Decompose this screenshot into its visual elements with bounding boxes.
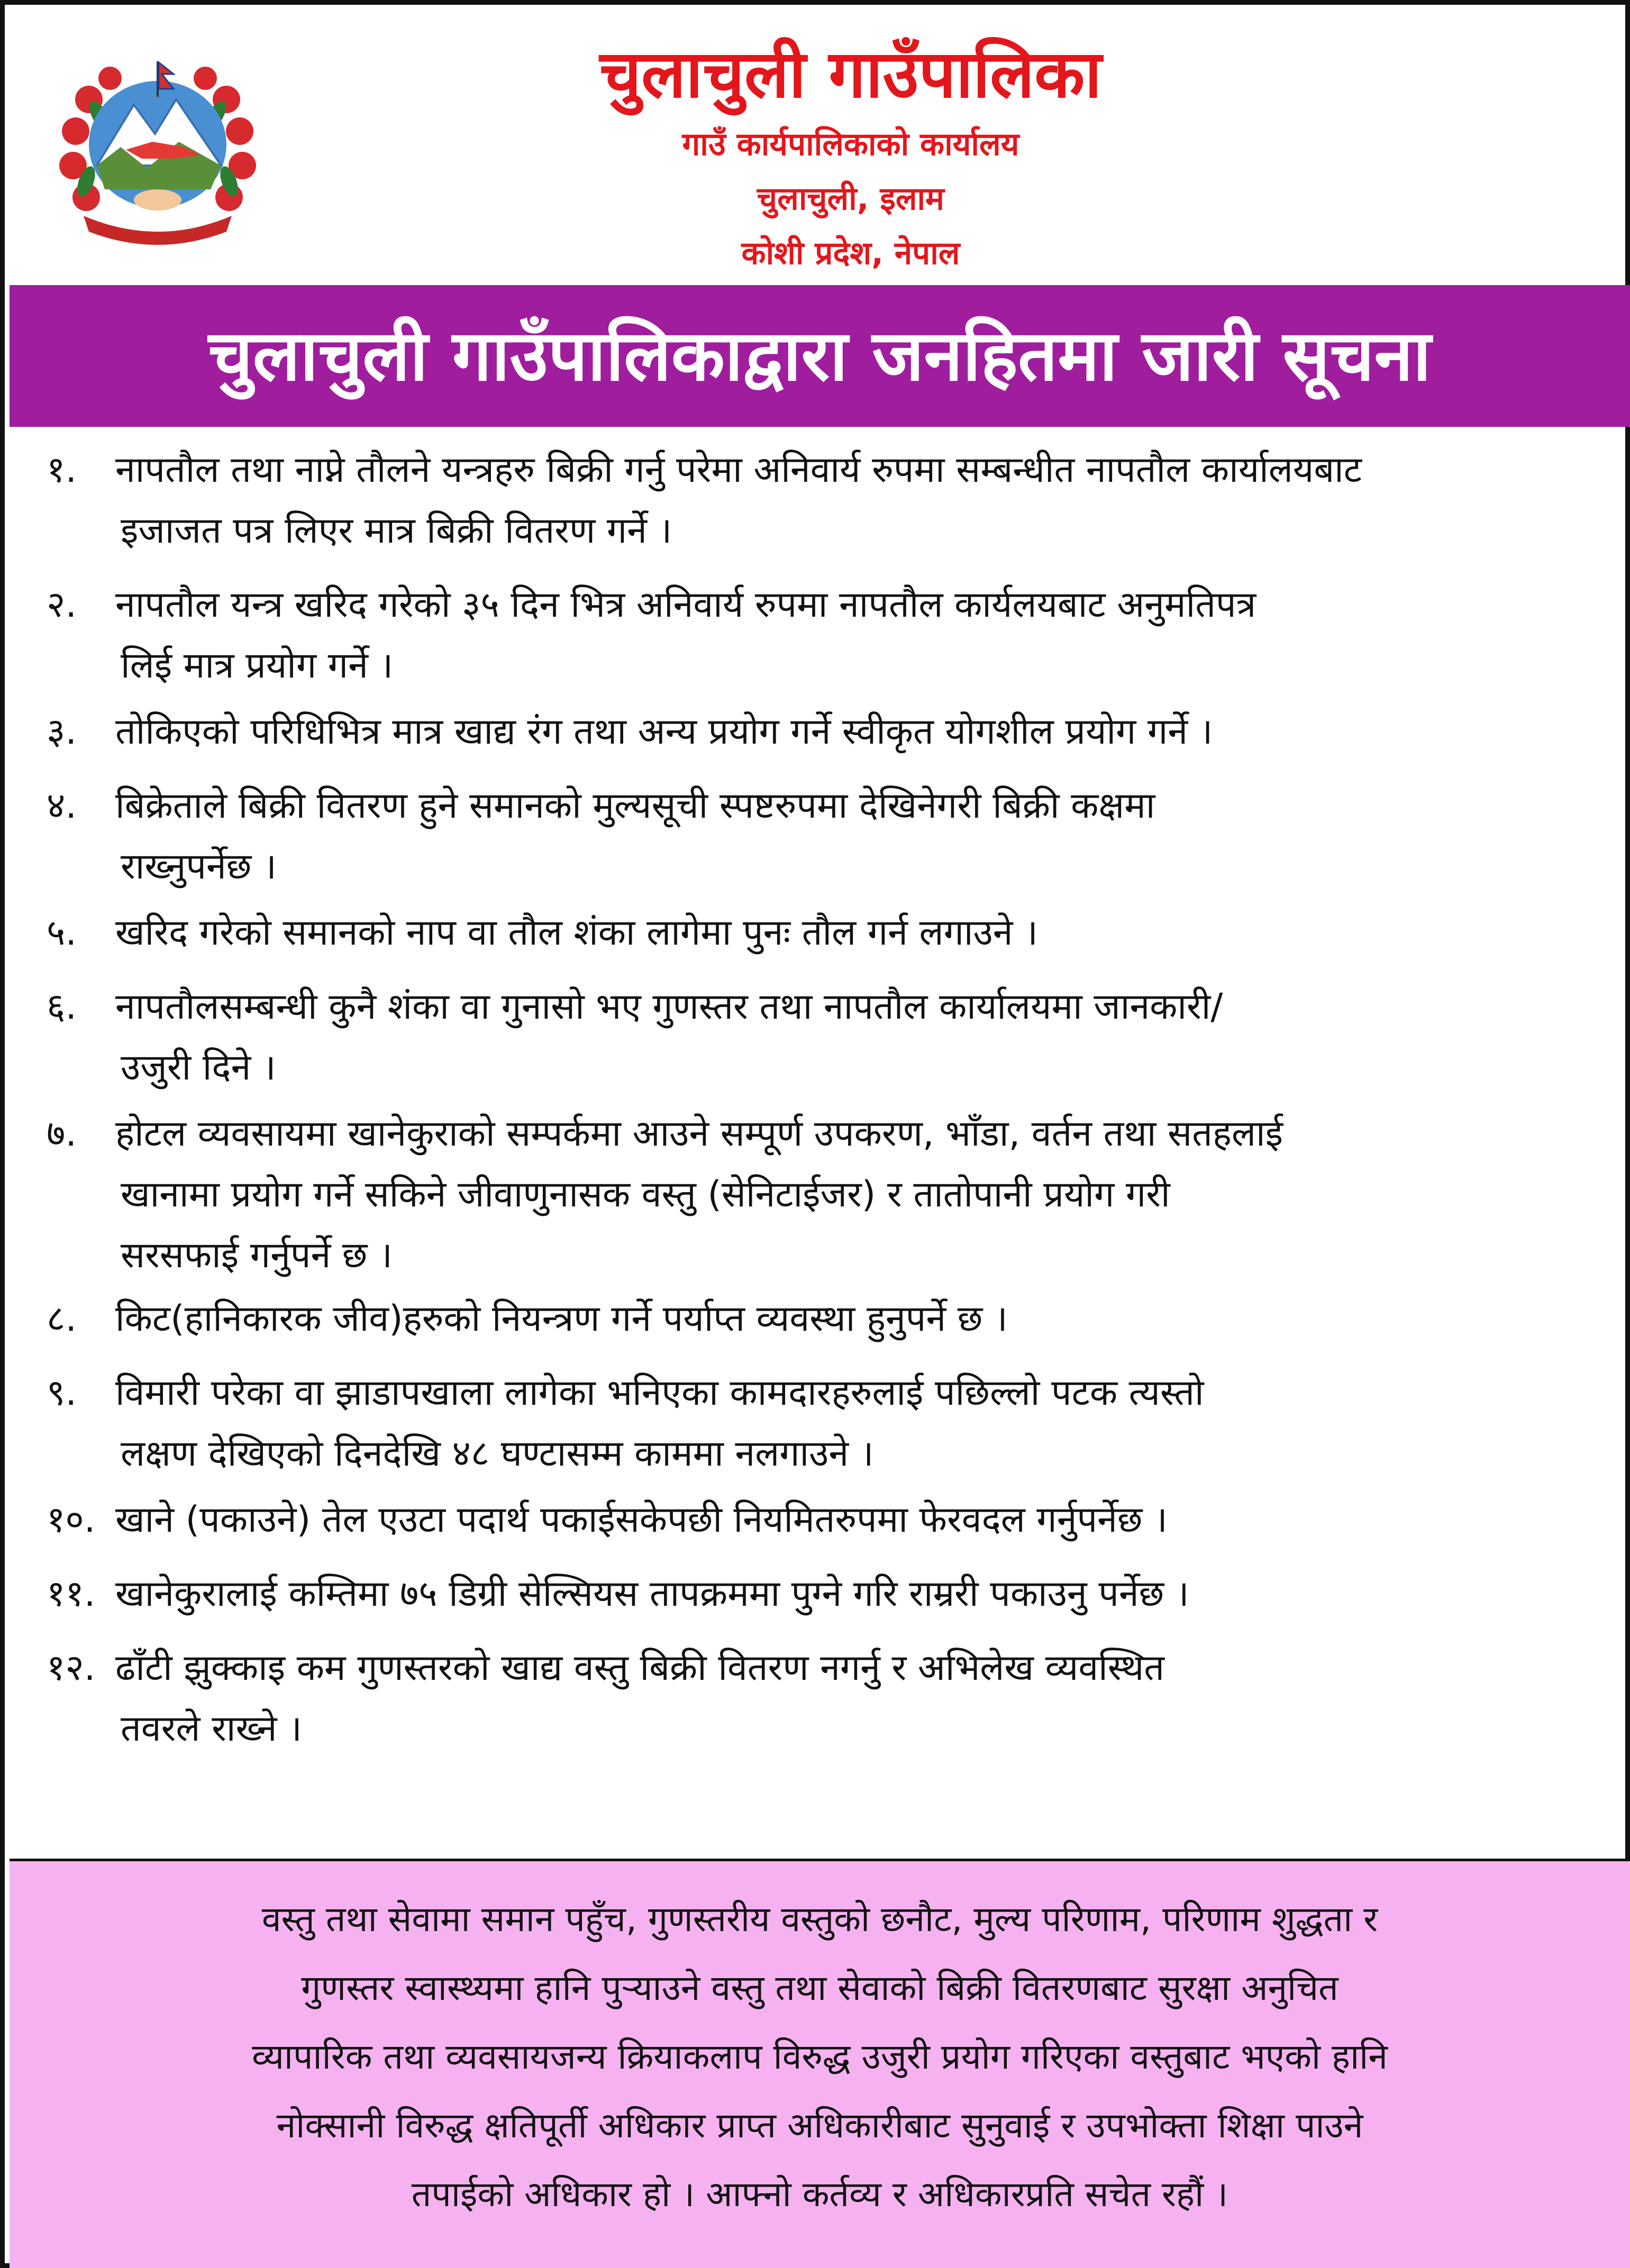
notice-text: किट(हानिकारक जीव)हरुको नियन्त्रण गर्ने पर्याप्त व्यवस्था हुनुपर्ने छ । (115, 1298, 1008, 1340)
office-name: गाउँ कार्यपालिकाको कार्यालय (682, 126, 1019, 163)
footer-line: नोक्सानी विरुद्ध क्षतिपूर्ती अधिकार प्राप्त अधिकारीबाट सुनुवाई र उपभोक्ता शिक्षा पाउने (276, 2105, 1363, 2146)
notice-number: ८. (47, 1298, 77, 1340)
province-line: कोशी प्रदेश, नेपाल (741, 235, 960, 272)
notice-text: लक्षण देखिएको दिनदेखि ४८ घण्टासम्म काममा नलगाउने । (121, 1433, 874, 1475)
notice-text: नापतौलसम्बन्धी कुनै शंका वा गुनासो भए गुणस्तर तथा नापतौल कार्यालयमा जानकारी/ (115, 986, 1223, 1028)
notice-text: सरसफाई गर्नुपर्ने छ । (121, 1234, 393, 1276)
footer-line: गुणस्तर स्वास्थ्यमा हानि पुऱ्याउने वस्तु तथा सेवाको बिक्री वितरणबाट सुरक्षा अनुचित (301, 1968, 1338, 2008)
notice-text: नापतौल तथा नाप्ने तौलने यन्त्रहरु बिक्री गर्नु परेमा अनिवार्य रुपमा सम्बन्धीत नापतौल कार्यालयबाट (115, 449, 1362, 491)
notice-number: १. (47, 449, 77, 491)
footer-line: तपाईको अधिकार हो । आफ्नो कर्तव्य र अधिकारप्रति सचेत रहौं । (411, 2174, 1228, 2215)
notice-text: नापतौल यन्त्र खरिद गरेको ३५ दिन भित्र अनिवार्य रुपमा नापतौल कार्यलयबाट अनुमतिपत्र (115, 584, 1256, 626)
notice-text: खाने (पकाउने) तेल एउटा पदार्थ पकाईसकेपछी नियमितरुपमा फेरवदल गर्नुपर्नेछ । (115, 1499, 1168, 1541)
office-address: चुलाचुली, इलाम (757, 180, 944, 217)
banner-title: चुलाचुली गाउँपालिकाद्वारा जनहितमा जारी सूचना (208, 315, 1431, 397)
notice-text: खानामा प्रयोग गर्ने सकिने जीवाणुनासक वस्तु (सेनिटाईजर) र तातोपानी प्रयोग गरी (121, 1174, 1170, 1215)
notice-text: इजाजत पत्र लिएर मात्र बिक्री वितरण गर्ने । (121, 510, 672, 552)
rights-footer (10, 1859, 1630, 2268)
notice-text: विमारी परेका वा झाडापखाला लागेका भनिएका कामदारहरुलाई पछिल्लो पटक त्यस्तो (115, 1372, 1204, 1414)
notice-number: ४. (47, 785, 77, 827)
notice-text: तवरले राख्ने । (121, 1708, 302, 1750)
notice-text: लिई मात्र प्रयोग गर्ने । (121, 645, 394, 687)
municipality-title: चुलाचुली गाउँपालिका (599, 36, 1102, 113)
notice-text: ढाँटी झुक्काइ कम गुणस्तरको खाद्य वस्तु बिक्री वितरण नगर्नु र अभिलेख व्यवस्थित (115, 1647, 1165, 1689)
notice-text: तोकिएको परिधिभित्र मात्र खाद्य रंग तथा अन्य प्रयोग गर्ने स्वीकृत योगशील प्रयोग गर्ने । (115, 711, 1213, 753)
notice-number: ७. (47, 1113, 77, 1155)
footer-line: वस्तु तथा सेवामा समान पहुँच, गुणस्तरीय वस्तुको छनौट, मुल्य परिणाम, परिणाम शुद्धता र (261, 1899, 1378, 1940)
notice-number: १०. (47, 1499, 96, 1541)
notice-text: खानेकुरालाई कम्तिमा ७५ डिग्री सेल्सियस तापक्रममा पुग्ने गरि राम्ररी पकाउनु पर्नेछ । (115, 1573, 1189, 1615)
notice-number: ९. (47, 1372, 77, 1414)
notice-list (10, 428, 1630, 1856)
header (10, 10, 1630, 285)
footer-line: व्यापारिक तथा व्यवसायजन्य क्रियाकलाप विरुद्ध उजुरी प्रयोग गरिएका वस्तुबाट भएको हानि (252, 2036, 1388, 2077)
notice-number: ५. (47, 912, 77, 954)
notice-text: खरिद गरेको समानको नाप वा तौल शंका लागेमा पुनः तौल गर्न लगाउने । (115, 912, 1038, 954)
notice-number: ११. (47, 1573, 96, 1615)
notice-number: ६. (47, 986, 77, 1028)
notice-text: बिक्रेताले बिक्री वितरण हुने समानको मुल्यसूची स्पष्टरुपमा देखिनेगरी बिक्री कक्षमा (115, 785, 1155, 827)
notice-number: १२. (47, 1647, 96, 1689)
notice-banner (10, 285, 1630, 427)
notice-text: उजुरी दिने । (121, 1047, 276, 1089)
notice-number: ३. (47, 711, 77, 753)
notice-text: राख्नुपर्नेछ । (121, 846, 277, 888)
notice-text: होटल व्यवसायमा खानेकुराको सम्पर्कमा आउने सम्पूर्ण उपकरण, भाँडा, वर्तन तथा सतहलाई (115, 1113, 1283, 1155)
nepal-emblem-icon (47, 41, 269, 248)
notice-number: २. (47, 584, 77, 626)
